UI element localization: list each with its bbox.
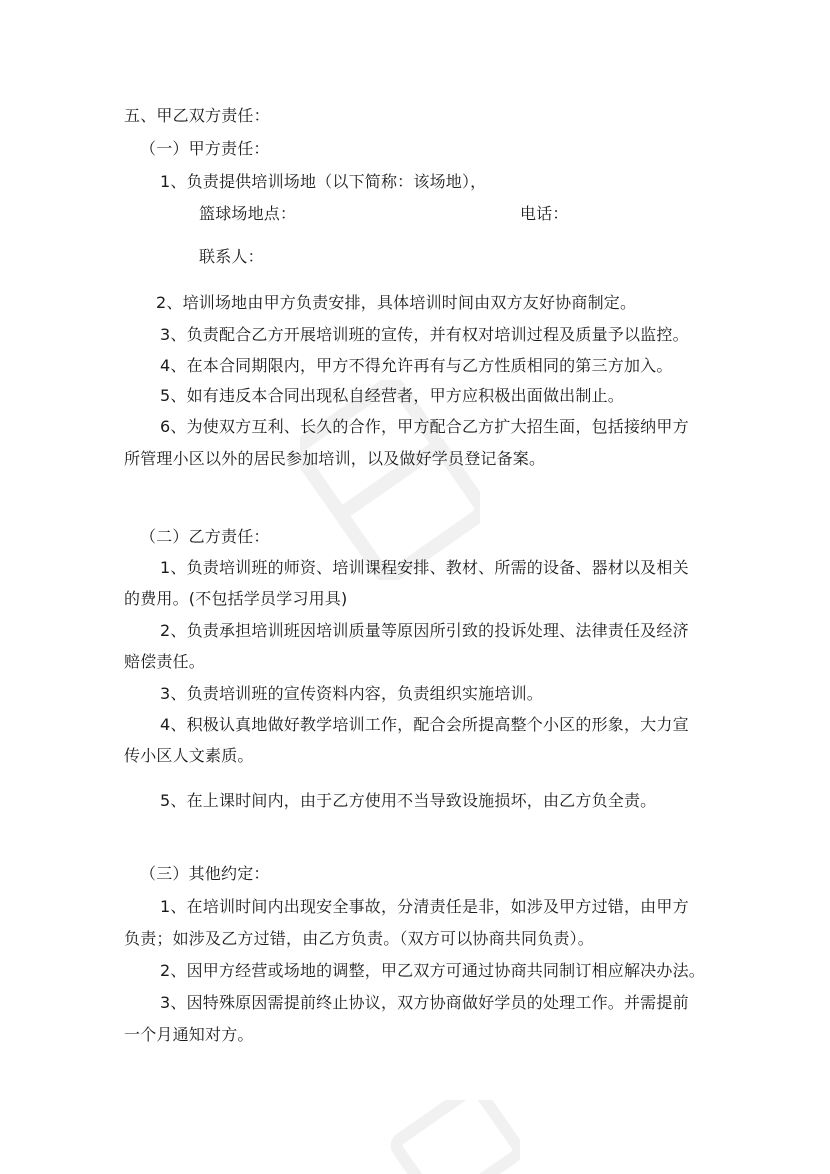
venue-label: 篮球场地点： [199,204,297,223]
party-b-heading: （二）乙方责任： [140,527,270,546]
party-a-item-1: 1、负责提供培训场地（以下简称：该场地）， [160,172,487,191]
other-heading: （三）其他约定： [140,864,270,883]
watermark-graphic-bottom [380,1100,520,1174]
party-b-item-2-line-1: 2、负责承担培训班因培训质量等原因所引致的投诉处理、法律责任及经济 [160,621,689,640]
watermark-graphic [300,380,480,580]
party-a-item-3: 3、负责配合乙方开展培训班的宣传，并有权对培训过程及质量予以监控。 [160,325,689,344]
phone-label: 电话： [520,204,569,223]
other-item-3-line-2: 一个月通知对方。 [124,1025,254,1044]
contact-label: 联系人： [199,247,264,266]
party-b-item-1-line-1: 1、负责培训班的师资、培训课程安排、教材、所需的设备、器材以及相关 [160,558,689,577]
section-title: 五、甲乙双方责任： [124,106,270,125]
other-item-1-line-1: 1、在培训时间内出现安全事故，分清责任是非，如涉及甲方过错，由甲方 [160,897,689,916]
other-item-3-line-1: 3、因特殊原因需提前终止协议，双方协商做好学员的处理工作。并需提前 [160,993,689,1012]
other-item-2: 2、因甲方经营或场地的调整，甲乙双方可通过协商共同制订相应解决办法。 [160,961,705,980]
other-item-1-line-2: 负责；如涉及乙方过错，由乙方负责。（双方可以协商共同负责）。 [124,929,595,948]
party-b-item-4-line-1: 4、积极认真地做好教学培训工作，配合会所提高整个小区的形象，大力宣 [160,715,689,734]
party-b-item-1-line-2: 的费用。(不包括学员学习用具) [124,589,348,608]
party-a-item-4: 4、在本合同期限内，甲方不得允许再有与乙方性质相同的第三方加入。 [160,356,673,375]
party-b-item-3: 3、负责培训班的宣传资料内容，负责组织实施培训。 [160,684,543,703]
party-a-item-2: 2、培训场地由甲方负责安排，具体培训时间由双方友好协商制定。 [156,293,637,312]
party-b-item-2-line-2: 赔偿责任。 [124,652,206,671]
party-b-item-5: 5、在上课时间内，由于乙方使用不当导致设施损坏，由乙方负全责。 [160,791,657,810]
party-a-heading: （一）甲方责任： [140,139,270,158]
party-a-item-6-line-2: 所管理小区以外的居民参加培训，以及做好学员登记备案。 [124,449,546,468]
party-a-item-5: 5、如有违反本合同出现私自经营者，甲方应积极出面做出制止。 [160,386,624,405]
party-a-item-6-line-1: 6、为使双方互利、长久的合作，甲方配合乙方扩大招生面，包括接纳甲方 [160,417,689,436]
party-b-item-4-line-2: 传小区人文素质。 [124,746,254,765]
